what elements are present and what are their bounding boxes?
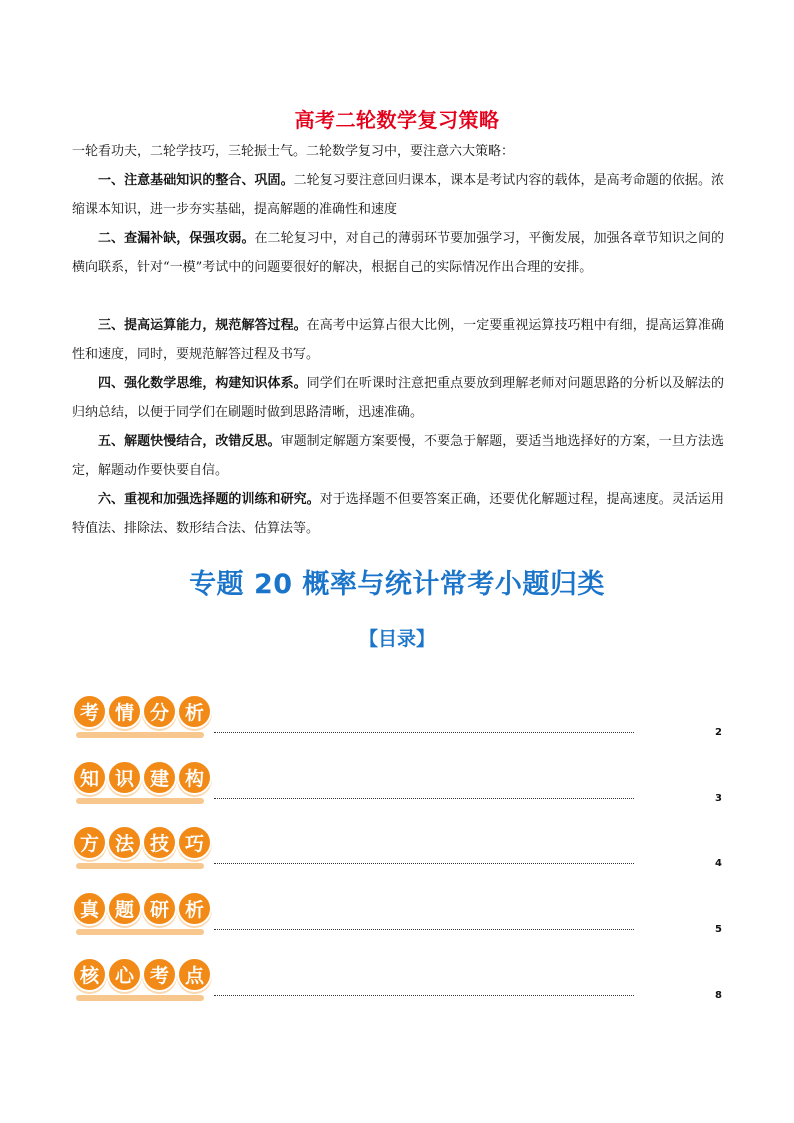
intro-paragraph xyxy=(72,137,724,166)
strategy-paragraph-3 xyxy=(72,311,724,369)
badge-underline xyxy=(76,863,204,869)
strategy-paragraph-2 xyxy=(72,224,724,282)
dot-leader xyxy=(214,798,634,799)
badge-char: 析 xyxy=(177,694,212,729)
toc-page-number: 2 xyxy=(715,727,722,738)
toc-entry-fangfa-jiqiao[interactable] xyxy=(72,823,732,873)
badge-char: 情 xyxy=(107,694,142,729)
strategy-paragraph-1 xyxy=(72,166,724,224)
section-badge xyxy=(72,760,212,804)
toc-entry-hexin-kaodian[interactable] xyxy=(72,955,732,1005)
badge-char: 考 xyxy=(72,694,107,729)
paragraph-text: 在高考中运算占很大比例，一定要重视运算技巧粗中有细，提高运算准确性和速度，同时，要规范解答过程及书写。 xyxy=(72,318,724,362)
paragraph-text: 在二轮复习中，对自己的薄弱环节要加强学习，平衡发展，加强各章节知识之间的横向联系，针对“一模”考试中的问题要很好的解决，根据自己的实际情况作出合理的安排。 xyxy=(72,231,724,275)
strategy-paragraph-5 xyxy=(72,427,724,485)
dot-leader xyxy=(214,863,634,864)
toc-entry-zhenti-yanxi[interactable] xyxy=(72,889,732,939)
dot-leader xyxy=(214,995,634,996)
toc-entry-kaoqing-fenxi[interactable] xyxy=(72,692,732,742)
badge-underline xyxy=(76,732,204,738)
section-badge xyxy=(72,957,212,1001)
paragraph-lead: 二、查漏补缺，保强攻弱。 xyxy=(98,231,255,246)
dot-leader xyxy=(214,732,634,733)
strategy-paragraph-6 xyxy=(72,485,724,543)
badge-char: 核 xyxy=(72,957,107,992)
badge-char: 法 xyxy=(107,825,142,860)
paragraph-lead: 三、提高运算能力，规范解答过程。 xyxy=(98,318,307,333)
badge-char: 析 xyxy=(177,891,212,926)
paragraph-lead: 一、注意基础知识的整合、巩固。 xyxy=(98,173,294,188)
badge-char: 方 xyxy=(72,825,107,860)
badge-char: 巧 xyxy=(177,825,212,860)
toc-entry-zhishi-jiangou[interactable] xyxy=(72,758,732,808)
section-badge xyxy=(72,825,212,869)
badge-char: 构 xyxy=(177,760,212,795)
strategy-title: 高考二轮数学复习策略 xyxy=(294,108,500,132)
badge-underline xyxy=(76,798,204,804)
paragraph-lead: 五、解题快慢结合，改错反思。 xyxy=(98,434,281,449)
paragraph-lead: 四、强化数学思维，构建知识体系。 xyxy=(98,376,307,391)
toc-page-number: 3 xyxy=(715,793,722,804)
badge-char: 研 xyxy=(142,891,177,926)
dot-leader xyxy=(214,929,634,930)
topic-title: 专题 20 概率与统计常考小题归类 xyxy=(189,569,605,600)
paragraph-text: 二轮复习要注意回归课本，课本是考试内容的载体，是高考命题的依据。浓缩课本知识，进一步夯实基础，提高解题的准确性和速度 xyxy=(72,173,724,217)
badge-char: 点 xyxy=(177,957,212,992)
paragraph-text: 一轮看功夫，二轮学技巧，三轮振士气。二轮数学复习中，要注意六大策略： xyxy=(72,144,515,159)
toc-page-number: 8 xyxy=(715,990,722,1001)
badge-underline xyxy=(76,929,204,935)
badge-char: 识 xyxy=(107,760,142,795)
badge-char: 技 xyxy=(142,825,177,860)
badge-char: 心 xyxy=(107,957,142,992)
badge-underline xyxy=(76,995,204,1001)
badge-char: 题 xyxy=(107,891,142,926)
badge-char: 建 xyxy=(142,760,177,795)
strategy-paragraph-4 xyxy=(72,369,724,427)
paragraph-text: 同学们在听课时注意把重点要放到理解老师对问题思路的分析以及解法的归纳总结，以便于同学们在刷题时做到思路清晰，迅速准确。 xyxy=(72,376,724,420)
badge-char: 考 xyxy=(142,957,177,992)
toc-title: 【目录】 xyxy=(358,628,435,650)
paragraph-text: 对于选择题不但要答案正确，还要优化解题过程，提高速度。灵活运用特值法、排除法、数形结合法、估算法等。 xyxy=(72,492,724,536)
badge-char: 真 xyxy=(72,891,107,926)
section-badge xyxy=(72,891,212,935)
paragraph-lead: 六、重视和加强选择题的训练和研究。 xyxy=(98,492,320,507)
badge-char: 知 xyxy=(72,760,107,795)
toc-page-number: 4 xyxy=(715,858,722,869)
paragraph-text: 审题制定解题方案要慢，不要急于解题，要适当地选择好的方案，一旦方法选定，解题动作要快要自信。 xyxy=(72,434,724,478)
toc-page-number: 5 xyxy=(715,924,722,935)
badge-char: 分 xyxy=(142,694,177,729)
section-badge xyxy=(72,694,212,738)
